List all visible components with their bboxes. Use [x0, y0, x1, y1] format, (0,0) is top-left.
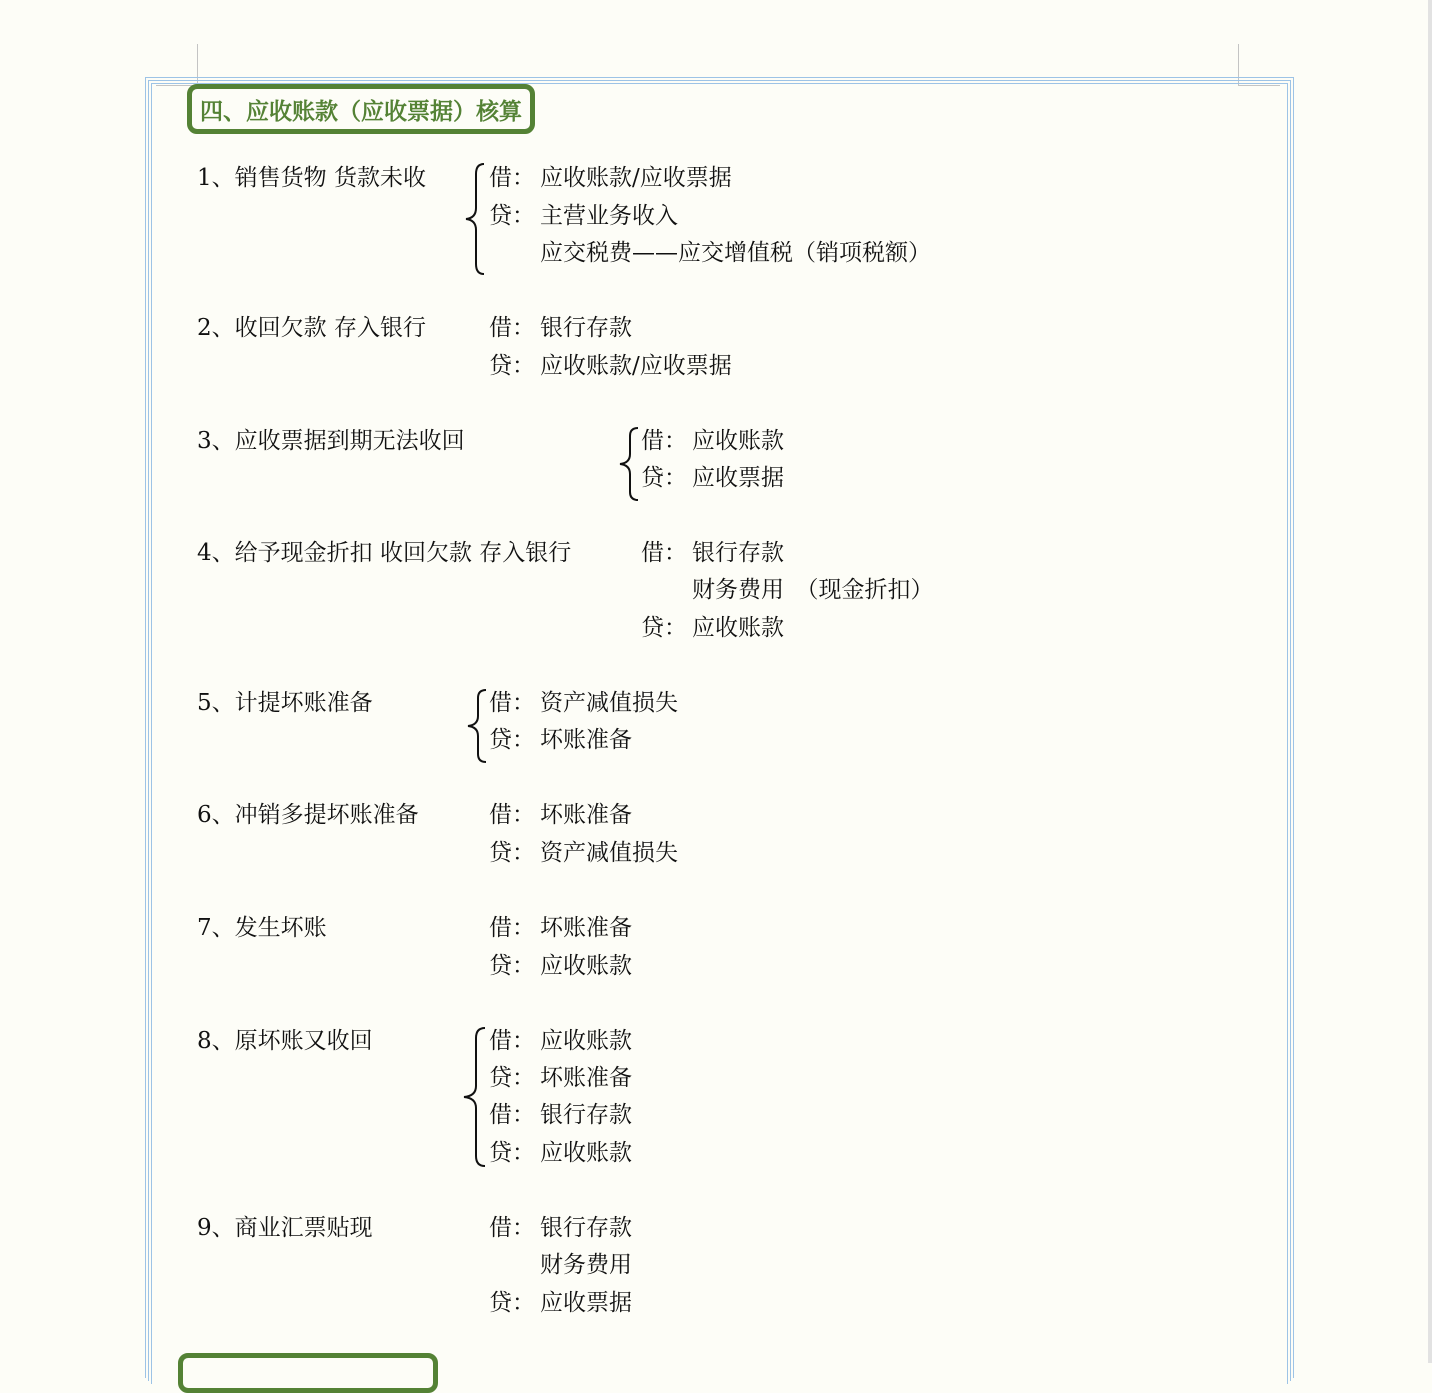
debit-side-label: 借： — [489, 1028, 535, 1054]
debit-account: 财务费用 — [540, 1252, 632, 1278]
credit-side-label: 贷： — [489, 727, 535, 753]
credit-side-label: 贷： — [489, 1290, 535, 1316]
debit-side-label: 借： — [489, 690, 535, 716]
entry-label: 2、收回欠款 存入银行 — [197, 315, 426, 341]
debit-account: 资产减值损失 — [540, 690, 678, 716]
credit-side-label: 贷： — [641, 615, 687, 641]
credit-account: 坏账准备 — [540, 727, 632, 753]
credit-side-label: 贷： — [641, 465, 687, 491]
entry-label: 8、原坏账又收回 — [197, 1028, 373, 1054]
debit-account: 银行存款 — [692, 540, 784, 566]
credit-side-label: 贷： — [489, 1140, 535, 1166]
curly-brace-icon — [616, 426, 642, 502]
debit-account: 应收账款 — [692, 428, 784, 454]
debit-side-label: 借： — [489, 1215, 535, 1241]
debit-side-label: 借： — [489, 165, 535, 191]
credit-account: 主营业务收入 — [540, 203, 678, 229]
curly-brace-icon — [462, 162, 488, 276]
entry-label: 3、应收票据到期无法收回 — [197, 428, 465, 454]
curly-brace-icon — [464, 688, 490, 764]
debit-account: 坏账准备 — [540, 802, 632, 828]
credit-account: 坏账准备 — [540, 1065, 632, 1091]
credit-side-label: 贷： — [489, 1065, 535, 1091]
debit-account: 财务费用 （现金折扣） — [692, 577, 934, 603]
credit-account: 应交税费——应交增值税（销项税额） — [540, 240, 931, 266]
scrollbar[interactable] — [1428, 0, 1432, 1363]
entry-label: 1、销售货物 货款未收 — [197, 165, 426, 191]
entry-label: 9、商业汇票贴现 — [197, 1215, 373, 1241]
debit-account: 银行存款 — [540, 1102, 632, 1128]
credit-account: 资产减值损失 — [540, 840, 678, 866]
entry-label: 6、冲销多提坏账准备 — [197, 802, 419, 828]
credit-account: 应收票据 — [692, 465, 784, 491]
entry-label: 5、计提坏账准备 — [197, 690, 373, 716]
debit-account: 应收账款 — [540, 1028, 632, 1054]
entry-label: 7、发生坏账 — [197, 915, 327, 941]
credit-account: 应收票据 — [540, 1290, 632, 1316]
debit-side-label: 借： — [641, 540, 687, 566]
next-section-heading — [178, 1353, 438, 1393]
credit-side-label: 贷： — [489, 953, 535, 979]
page-border-inner — [151, 83, 1288, 1384]
debit-side-label: 借： — [489, 315, 535, 341]
debit-side-label: 借： — [641, 428, 687, 454]
debit-account: 应收账款/应收票据 — [540, 165, 732, 191]
debit-side-label: 借： — [489, 915, 535, 941]
debit-side-label: 借： — [489, 1102, 535, 1128]
entry-label: 4、给予现金折扣 收回欠款 存入银行 — [197, 540, 572, 566]
credit-account: 应收账款 — [692, 615, 784, 641]
section-heading — [187, 84, 535, 134]
section-title: 四、应收账款（应收票据）核算 — [200, 97, 522, 125]
credit-account: 应收账款/应收票据 — [540, 353, 732, 379]
credit-side-label: 贷： — [489, 840, 535, 866]
credit-side-label: 贷： — [489, 203, 535, 229]
credit-account: 应收账款 — [540, 953, 632, 979]
debit-account: 银行存款 — [540, 315, 632, 341]
credit-side-label: 贷： — [489, 353, 535, 379]
debit-side-label: 借： — [489, 802, 535, 828]
curly-brace-icon — [459, 1026, 489, 1168]
debit-account: 银行存款 — [540, 1215, 632, 1241]
credit-account: 应收账款 — [540, 1140, 632, 1166]
debit-account: 坏账准备 — [540, 915, 632, 941]
